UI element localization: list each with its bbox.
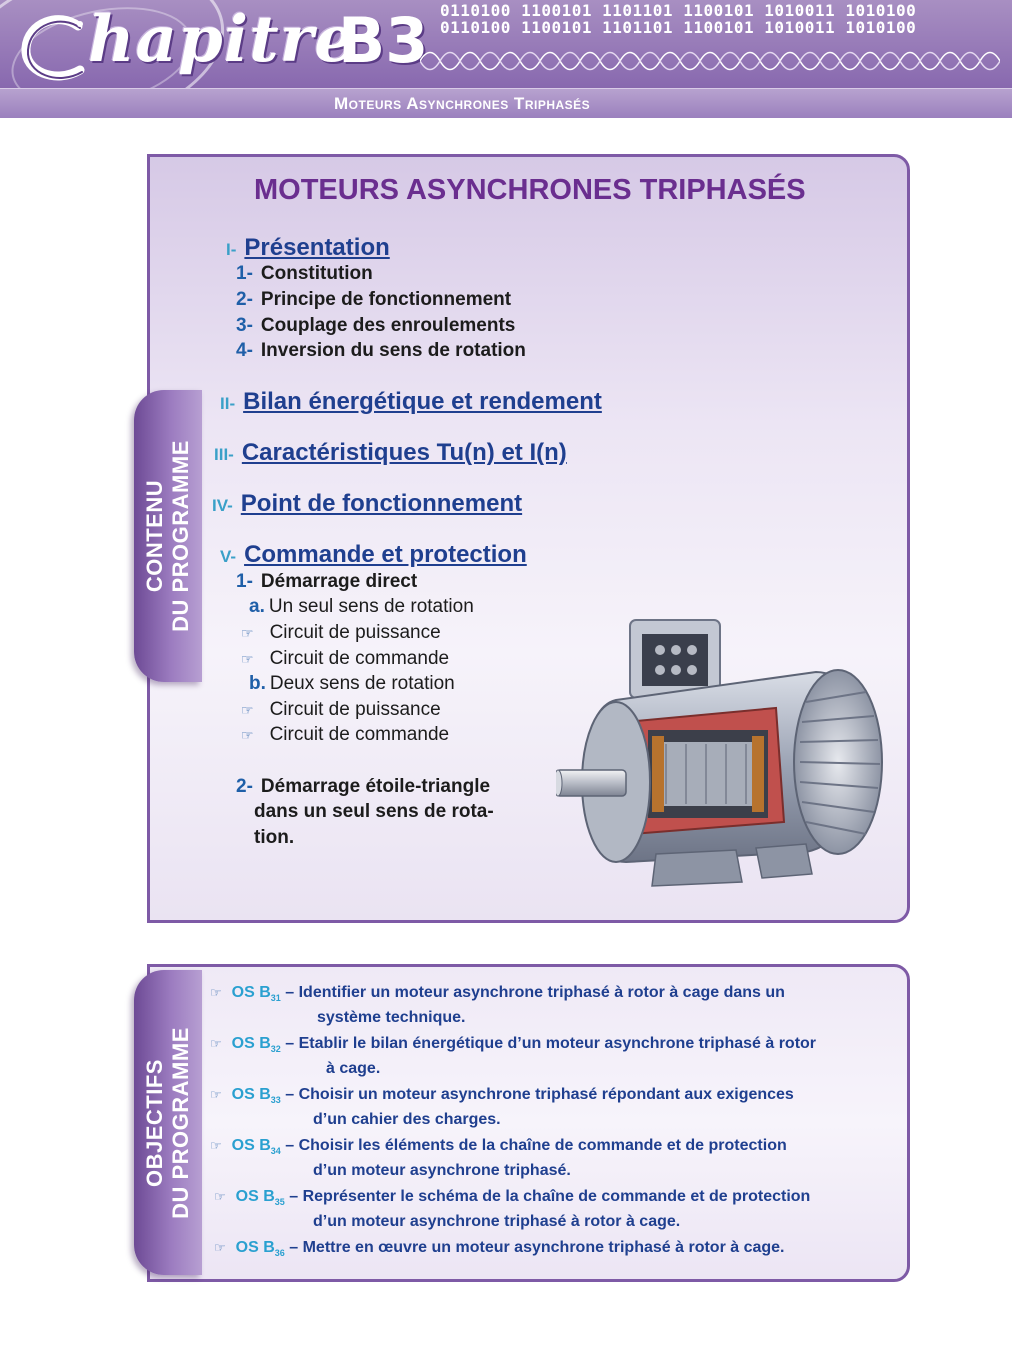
objectifs-panel <box>147 964 910 1282</box>
binary-line: 0110100 1100101 1101101 1100101 1010011 1010100 <box>440 1 917 20</box>
objective-item <box>210 1034 816 1059</box>
tab-line: OBJECTIFS <box>142 1058 167 1187</box>
item-number: 1- <box>236 263 253 284</box>
item-number: 3- <box>236 315 253 336</box>
pointing-hand-icon: ☞ <box>241 625 254 641</box>
tab-line: DU PROGRAMME <box>168 1026 193 1219</box>
objectifs-tab-label <box>142 1027 194 1219</box>
wave-decoration <box>420 44 1000 78</box>
page-title: MOTEURS ASYNCHRONES TRIPHASÉS <box>254 174 806 206</box>
objective-text-continued: à cage. <box>326 1060 381 1077</box>
item-label: Constitution <box>260 263 373 284</box>
objective-text-continued: d’un moteur asynchrone triphasé à rotor à cage. <box>313 1213 681 1230</box>
item-number: 4- <box>236 340 253 361</box>
item-label: Inversion du sens de rotation <box>260 340 526 361</box>
objective-item <box>210 1136 787 1161</box>
section-point-fonctionnement <box>212 490 522 518</box>
pointing-hand-icon: ☞ <box>214 1189 226 1204</box>
list-item <box>236 340 526 362</box>
list-item <box>249 673 455 695</box>
contenu-tab-label <box>142 440 194 632</box>
objective-code <box>231 1035 281 1055</box>
objective-text: – Etablir le bilan énergétique d’un moteur asynchrone triphasé à rotor <box>285 1035 817 1052</box>
objective-code <box>231 1137 281 1157</box>
item-label: Principe de fonctionnement <box>260 289 512 310</box>
section-number: II- <box>220 394 236 413</box>
section-number: IV- <box>212 496 233 515</box>
list-item <box>241 622 441 644</box>
item-letter: b. <box>249 673 266 694</box>
objective-item <box>210 1085 794 1110</box>
os-subscript: 31 <box>270 993 281 1004</box>
pointing-hand-icon: ☞ <box>241 651 254 667</box>
objective-item <box>210 983 785 1008</box>
os-label: OS B <box>231 1137 271 1154</box>
tab-line: CONTENU <box>142 479 167 593</box>
item-letter: a. <box>249 596 265 617</box>
list-item-continued: tion. <box>254 827 295 848</box>
list-item <box>236 776 490 798</box>
os-subscript: 34 <box>270 1146 281 1157</box>
objective-code <box>235 1239 285 1259</box>
os-subscript: 35 <box>274 1197 285 1208</box>
item-label: Couplage des enroulements <box>260 315 516 336</box>
pointing-hand-icon: ☞ <box>210 1036 222 1051</box>
section-number: III- <box>214 445 234 464</box>
chapter-subtitle: Moteurs Asynchrones Triphasés <box>334 94 591 113</box>
os-label: OS B <box>235 1239 275 1256</box>
pointing-hand-icon: ☞ <box>241 702 254 718</box>
list-item <box>249 596 474 618</box>
section-bilan <box>220 388 602 416</box>
objective-text: – Identifier un moteur asynchrone triphasé à rotor à cage dans un <box>285 984 785 1001</box>
item-number: 2- <box>236 776 253 797</box>
section-label: Caractéristiques Tu(n) et I(n) <box>241 439 567 466</box>
objective-text: – Choisir les éléments de la chaîne de commande et de protection <box>285 1137 787 1154</box>
pointing-hand-icon: ☞ <box>210 985 222 1000</box>
list-item <box>236 289 511 311</box>
item-label: Circuit de commande <box>269 724 450 745</box>
objective-text: – Représenter le schéma de la chaîne de commande et de protection <box>289 1188 811 1205</box>
os-label: OS B <box>231 1035 271 1052</box>
tab-line: DU PROGRAMME <box>168 440 193 632</box>
section-commande <box>220 541 527 569</box>
contenu-tab <box>134 390 202 682</box>
chapter-header <box>0 0 1012 118</box>
motor-illustration <box>556 612 886 907</box>
section-label: Présentation <box>244 234 390 261</box>
os-label: OS B <box>231 984 271 1001</box>
section-number: V- <box>220 547 237 566</box>
section-caracteristiques <box>214 439 567 467</box>
objective-code <box>231 1086 281 1106</box>
os-subscript: 32 <box>270 1044 281 1055</box>
section-label: Commande et protection <box>244 541 527 568</box>
chapter-code: B3 <box>338 4 429 77</box>
pointing-hand-icon: ☞ <box>210 1138 222 1153</box>
list-item-continued: dans un seul sens de rota- <box>254 801 494 822</box>
os-subscript: 36 <box>274 1248 285 1259</box>
objective-text: – Choisir un moteur asynchrone triphasé répondant aux exigences <box>285 1086 794 1103</box>
item-label: Circuit de commande <box>269 648 450 669</box>
section-label: Bilan énergétique et rendement <box>243 388 602 415</box>
item-label: Démarrage étoile-triangle <box>260 776 491 797</box>
section-presentation <box>226 234 390 262</box>
list-item <box>236 263 373 285</box>
chapter-word: hapitre <box>88 2 357 77</box>
pointing-hand-icon: ☞ <box>214 1240 226 1255</box>
objective-item <box>214 1238 785 1263</box>
objective-text: – Mettre en œuvre un moteur asynchrone triphasé à rotor à cage. <box>289 1239 785 1256</box>
pointing-hand-icon: ☞ <box>210 1087 222 1102</box>
list-item <box>236 315 515 337</box>
os-label: OS B <box>231 1086 271 1103</box>
item-label: Circuit de puissance <box>269 622 441 643</box>
binary-line: 0110100 1100101 1101101 1100101 1010011 1010100 <box>440 18 917 37</box>
list-item <box>241 724 449 746</box>
item-label: Deux sens de rotation <box>269 673 455 694</box>
os-label: OS B <box>235 1188 275 1205</box>
list-item <box>241 648 449 670</box>
objective-text-continued: d’un moteur asynchrone triphasé. <box>313 1162 571 1179</box>
objective-text-continued: d’un cahier des charges. <box>313 1111 501 1128</box>
section-number: I- <box>226 240 237 259</box>
objective-text-continued: système technique. <box>317 1009 466 1026</box>
list-item <box>241 699 441 721</box>
objective-code <box>235 1188 285 1208</box>
objective-code <box>231 984 281 1004</box>
item-label: Un seul sens de rotation <box>268 596 474 617</box>
binary-code <box>440 2 916 36</box>
list-item <box>236 571 417 593</box>
section-label: Point de fonctionnement <box>240 490 523 517</box>
os-subscript: 33 <box>270 1095 281 1106</box>
item-number: 2- <box>236 289 253 310</box>
item-label: Circuit de puissance <box>269 699 441 720</box>
chapter-c-logo <box>20 14 90 84</box>
pointing-hand-icon: ☞ <box>241 727 254 743</box>
item-number: 1- <box>236 571 253 592</box>
objective-item <box>214 1187 810 1212</box>
item-label: Démarrage direct <box>260 571 418 592</box>
objectifs-tab <box>134 970 202 1275</box>
